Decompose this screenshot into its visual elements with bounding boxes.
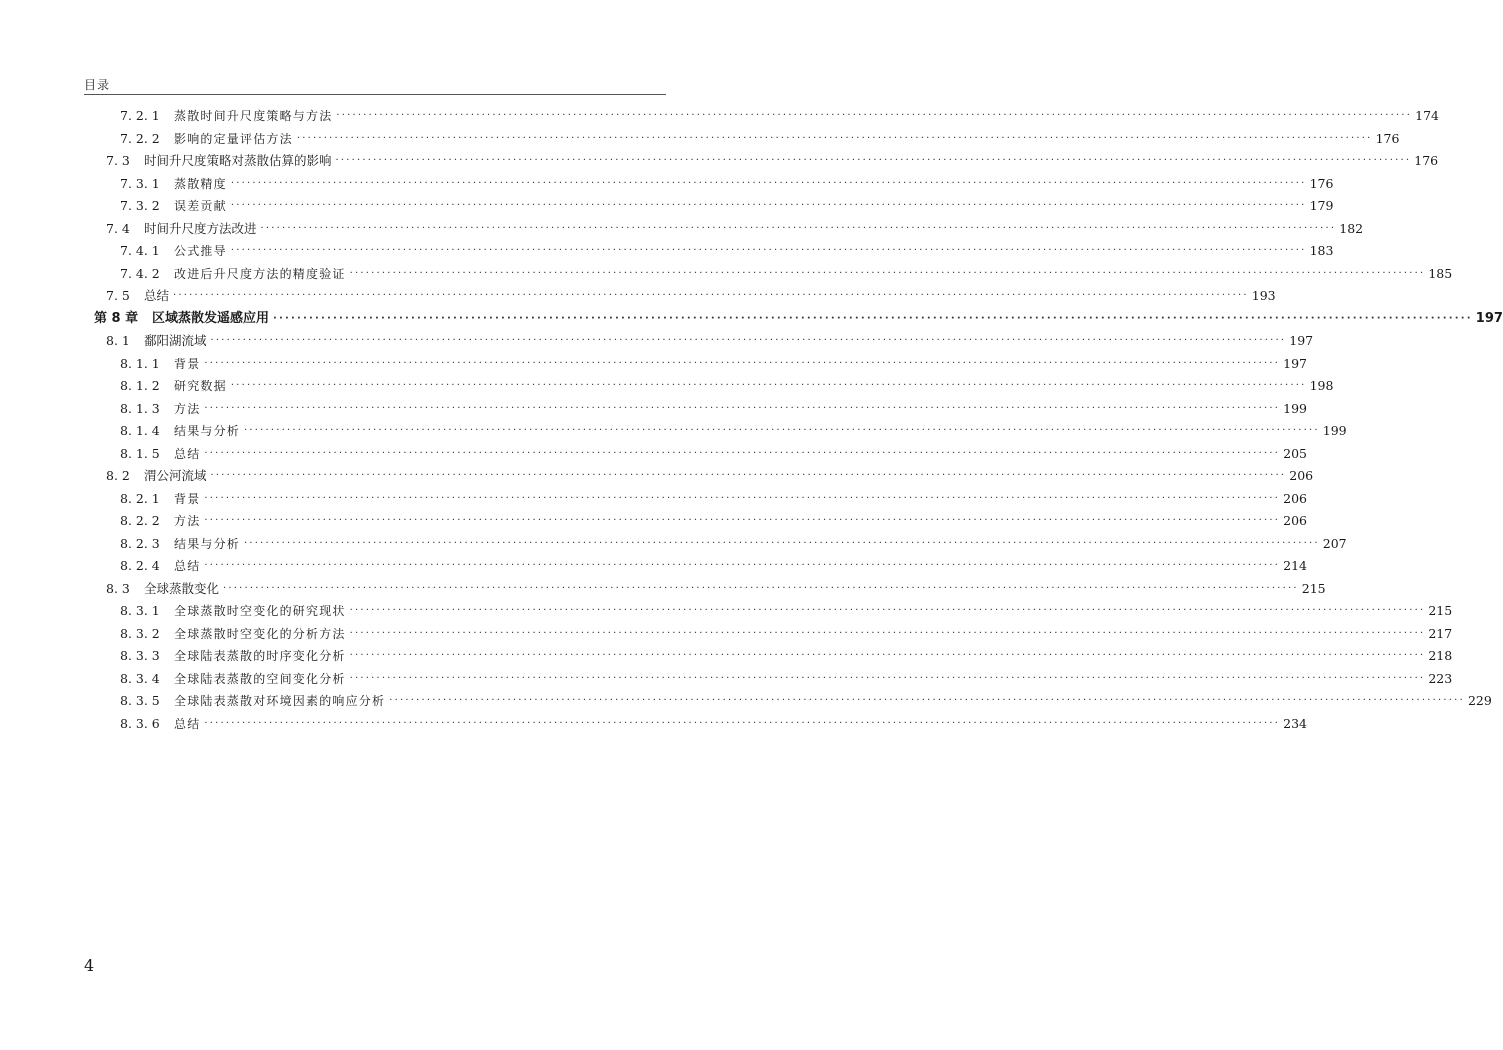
toc-entry-title: 总结 [144, 288, 170, 303]
toc-entry-title: 方法 [174, 401, 201, 416]
toc-leader-dots: ········································································································································································································ [223, 582, 1299, 594]
toc-entry-title: 总结 [174, 559, 201, 573]
toc-entry-title: 结果与分析 [174, 424, 241, 438]
toc-entry-page: 193 [1251, 288, 1276, 303]
toc-entry-number: 8. 2 [106, 468, 130, 483]
toc-entry-title: 总结 [174, 716, 201, 731]
toc-leader-dots: ········································································································································································································ [230, 245, 1307, 256]
toc-leader-dots: ········································································································································································································ [244, 537, 1320, 549]
toc-entry[interactable] [120, 129, 1400, 149]
toc-entry-title: 误差贡献 [174, 199, 227, 213]
toc-entry[interactable] [120, 691, 1492, 711]
toc-entry-number: 8. 2. 2 [120, 513, 160, 528]
toc-entry-number: 8. 3. 1 [120, 603, 160, 618]
toc-entry-title: 背景 [174, 491, 201, 506]
toc-entry-number: 7. 2. 2 [120, 130, 160, 146]
toc-entry-title: 结果与分析 [174, 536, 241, 551]
toc-entry-title: 公式推导 [174, 244, 227, 258]
toc-entry-page: 183 [1309, 243, 1334, 258]
toc-entry-page: 215 [1428, 603, 1453, 618]
toc-entry[interactable] [106, 331, 1314, 351]
toc-entry-number: 7. 3. 1 [120, 175, 160, 191]
toc-entry[interactable] [120, 534, 1347, 554]
toc-leader-dots: ········································································································································································································ [273, 312, 1473, 324]
toc-leader-dots: ········································································································································································································ [389, 695, 1465, 706]
toc-entry-title: 全球蒸散变化 [144, 580, 220, 596]
toc-entry-number: 8. 1. 2 [120, 378, 160, 393]
toc-leader-dots: ········································································································································································································ [349, 627, 1426, 639]
toc-entry-number: 7. 4 [106, 220, 130, 236]
toc-entry[interactable] [120, 556, 1308, 576]
toc-entry-number: 7. 5 [106, 288, 130, 303]
toc-entry-number: 7. 3. 2 [120, 198, 160, 213]
toc-entry-page: 176 [1375, 130, 1400, 146]
toc-entry-number: 8. 1 [106, 333, 130, 348]
toc-entry-title: 全球蒸散时空变化的研究现状 [174, 604, 346, 618]
toc-entry-title: 时间升尺度方法改进 [144, 220, 257, 236]
toc-entry-number: 7. 4. 2 [120, 265, 160, 281]
toc-entry-number: 8. 3 [106, 580, 130, 596]
toc-leader-dots: ········································································································································································································ [204, 357, 1281, 369]
toc-leader-dots: ········································································································································································································ [204, 717, 1281, 729]
toc-entry-page: 199 [1322, 423, 1347, 438]
toc-entry[interactable] [120, 646, 1453, 666]
toc-entry-title: 鄱阳湖流域 [144, 333, 207, 348]
toc-entry-number: 第 8 章 [94, 310, 139, 326]
toc-leader-dots: ········································································································································································································ [244, 425, 1320, 436]
toc-entry-number: 8. 3. 3 [120, 648, 160, 663]
toc-entry[interactable] [120, 399, 1308, 419]
toc-entry[interactable] [120, 196, 1334, 216]
toc-entry[interactable] [120, 601, 1453, 621]
toc-leader-dots: ········································································································································································································ [230, 380, 1307, 391]
toc-entry-number: 8. 3. 2 [120, 625, 160, 641]
toc-entry-page: 176 [1309, 175, 1334, 191]
toc-leader-dots: ········································································································································································································ [204, 492, 1281, 504]
toc-entry-page: 218 [1428, 648, 1453, 663]
toc-entry-page: 197 [1475, 310, 1503, 326]
toc-entry-page: 206 [1289, 468, 1314, 483]
toc-entry[interactable] [120, 264, 1453, 284]
toc-entry[interactable] [120, 174, 1334, 194]
toc-entry-title: 总结 [174, 446, 201, 461]
header-title: 目录 [84, 78, 111, 92]
toc-entry-number: 7. 4. 1 [120, 243, 160, 258]
toc-entry-title: 全球陆表蒸散对环境因素的响应分析 [174, 694, 386, 708]
toc-entry-page: 215 [1301, 580, 1326, 596]
toc-leader-dots: ········································································································································································································ [349, 267, 1426, 279]
toc-leader-dots: ········································································································································································································ [230, 177, 1307, 189]
toc-entry-page: 199 [1283, 400, 1308, 416]
toc-entry-number: 8. 1. 5 [120, 445, 160, 461]
toc-leader-dots: ········································································································································································································ [230, 200, 1307, 211]
toc-leader-dots: ········································································································································································································ [349, 672, 1426, 684]
toc-entry[interactable] [120, 624, 1453, 644]
toc-leader-dots: ········································································································································································································ [349, 650, 1426, 661]
toc-leader-dots: ········································································································································································································ [336, 110, 1413, 121]
toc-entry-page: 198 [1309, 378, 1334, 393]
toc-leader-dots: ········································································································································································································ [260, 222, 1337, 234]
toc-entry[interactable] [120, 489, 1308, 509]
toc-entry[interactable] [120, 444, 1308, 464]
toc-entry-title: 蒸散时间升尺度策略与方法 [174, 109, 333, 123]
toc-entry-page: 179 [1309, 198, 1334, 213]
toc-entry-title: 改进后升尺度方法的精度验证 [174, 266, 346, 281]
toc-entry-page: 217 [1428, 625, 1453, 641]
toc-entry-number: 8. 1. 3 [120, 400, 160, 416]
toc-entry-title: 时间升尺度策略对蒸散估算的影响 [144, 153, 332, 168]
toc-entry[interactable] [120, 354, 1308, 374]
running-header [84, 72, 666, 95]
toc-entry[interactable] [120, 421, 1347, 441]
toc-entry-number: 8. 3. 4 [120, 670, 160, 686]
toc-entry[interactable] [106, 151, 1439, 171]
toc-entry-title: 蒸散精度 [174, 176, 227, 191]
toc-entry-page: 205 [1283, 445, 1308, 461]
toc-entry-page: 223 [1428, 670, 1453, 686]
toc-leader-dots: ········································································································································································································ [204, 560, 1281, 571]
toc-entry-title: 区域蒸散发遥感应用 [152, 310, 270, 326]
toc-entry-number: 8. 2. 1 [120, 490, 160, 506]
toc-entry[interactable] [106, 219, 1364, 239]
toc-leader-dots: ········································································································································································································ [204, 402, 1281, 414]
toc-entry-page: 176 [1414, 153, 1439, 168]
toc-entry-page: 214 [1283, 558, 1308, 573]
toc-entry-page: 207 [1322, 535, 1347, 551]
toc-entry[interactable] [120, 241, 1334, 261]
toc-entry-page: 197 [1289, 333, 1314, 348]
toc-entry-number: 8. 3. 5 [120, 693, 160, 708]
toc-entry-title: 全球陆表蒸散的空间变化分析 [174, 671, 346, 686]
toc-entry[interactable] [94, 309, 1503, 329]
toc-entry[interactable] [120, 511, 1308, 531]
toc-leader-dots: ········································································································································································································ [296, 132, 1373, 144]
toc-entry-page: 229 [1467, 693, 1492, 708]
toc-entry-title: 方法 [174, 514, 201, 528]
toc-entry-title: 渭公河流域 [144, 468, 207, 483]
toc-entry-number: 8. 1. 1 [120, 355, 160, 371]
toc-entry-page: 197 [1283, 355, 1308, 371]
toc-entry[interactable] [120, 669, 1453, 689]
toc-leader-dots: ········································································································································································································ [173, 290, 1249, 301]
toc-leader-dots: ········································································································································································································ [210, 335, 1287, 346]
toc-entry-number: 8. 1. 4 [120, 423, 160, 438]
toc-entry-number: 8. 3. 6 [120, 715, 160, 731]
toc-entry-number: 7. 2. 1 [120, 108, 160, 123]
toc-leader-dots: ········································································································································································································ [210, 470, 1287, 481]
toc-entry-page: 185 [1428, 265, 1453, 281]
toc-leader-dots: ········································································································································································································ [204, 515, 1281, 526]
toc-entry[interactable] [106, 579, 1326, 599]
toc-leader-dots: ········································································································································································································ [349, 605, 1426, 616]
toc-entry-page: 234 [1283, 715, 1308, 731]
toc-entry-title: 背景 [174, 356, 201, 371]
toc-entry-title: 研究数据 [174, 379, 227, 393]
toc-entry[interactable] [106, 466, 1314, 486]
page-number: 4 [84, 956, 95, 975]
toc-leader-dots: ········································································································································································································ [335, 155, 1412, 166]
toc-entry-page: 206 [1283, 513, 1308, 528]
toc-entry-title: 全球陆表蒸散的时序变化分析 [174, 649, 346, 663]
toc-entry[interactable] [120, 106, 1440, 126]
toc-entry-page: 206 [1283, 490, 1308, 506]
toc-entry-title: 影响的定量评估方法 [174, 131, 293, 146]
toc-entry-number: 7. 3 [106, 153, 130, 168]
toc-entry-number: 8. 2. 3 [120, 535, 160, 551]
toc-entry-title: 全球蒸散时空变化的分析方法 [174, 626, 346, 641]
toc-entry-page: 182 [1339, 220, 1364, 236]
toc-entry[interactable] [120, 376, 1334, 396]
toc-entry[interactable] [106, 286, 1276, 306]
toc-entry-page: 174 [1415, 108, 1440, 123]
toc-leader-dots: ········································································································································································································ [204, 447, 1281, 459]
toc-entry-number: 8. 2. 4 [120, 558, 160, 573]
toc-entry[interactable] [120, 714, 1308, 734]
